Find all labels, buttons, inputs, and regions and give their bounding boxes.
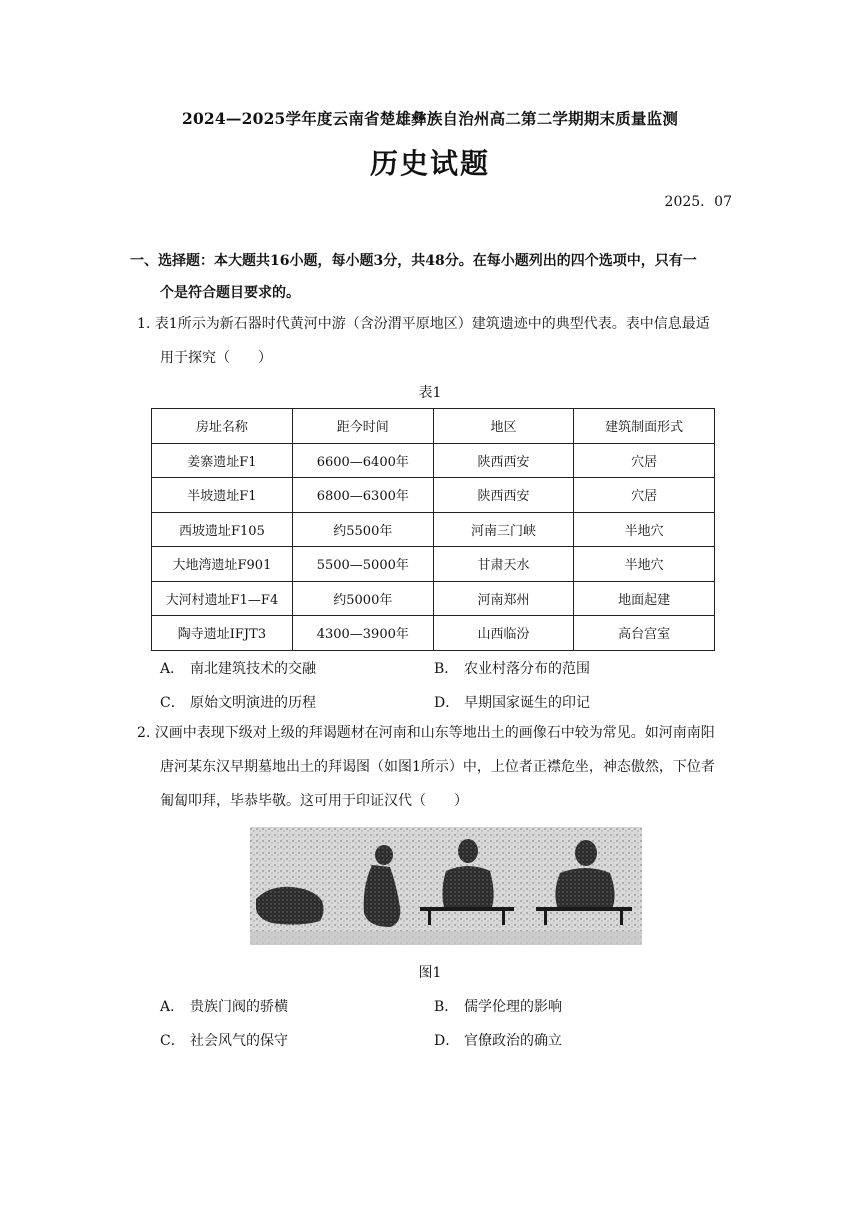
question-1-line1: 1. 表1所示为新石器时代黄河中游（含汾渭平原地区）建筑遗迹中的典型代表。表中信息最适 bbox=[137, 316, 710, 332]
option-text: 儒学伦理的影响 bbox=[464, 999, 562, 1015]
q1-option-d[interactable] bbox=[434, 692, 590, 712]
q2-option-c[interactable] bbox=[160, 1030, 288, 1050]
table-cell: 陕西西安 bbox=[433, 443, 574, 478]
option-text: 原始文明演进的历程 bbox=[190, 695, 316, 711]
option-letter: A． bbox=[160, 661, 185, 677]
table-cell: 陶寺遗址IFJT3 bbox=[152, 616, 293, 651]
option-letter: D． bbox=[434, 695, 460, 711]
q1-option-a[interactable] bbox=[160, 658, 316, 678]
section-heading-line2: 个是符合题目要求的。 bbox=[160, 285, 300, 301]
table-cell: 姜寨遗址F1 bbox=[152, 443, 293, 478]
option-letter: A． bbox=[160, 999, 185, 1015]
option-text: 贵族门阀的骄横 bbox=[190, 999, 288, 1015]
stone-relief-image bbox=[250, 827, 642, 945]
table-row bbox=[152, 616, 715, 651]
option-letter: B． bbox=[434, 661, 459, 677]
table-cell: 半坡遗址F1 bbox=[152, 478, 293, 513]
table-row bbox=[152, 443, 715, 478]
exam-date: 2025．07 bbox=[664, 194, 732, 210]
table-cell: 河南郑州 bbox=[433, 581, 574, 616]
table-cell: 约5500年 bbox=[292, 512, 433, 547]
option-letter: D． bbox=[434, 1033, 460, 1049]
option-letter: B． bbox=[434, 999, 459, 1015]
option-text: 官僚政治的确立 bbox=[464, 1033, 562, 1049]
question-2-line3: 匍匐叩拜，毕恭毕敬。这可用于印证汉代（ ） bbox=[160, 793, 468, 809]
table-header: 房址名称 bbox=[152, 409, 293, 444]
question-1-stem bbox=[137, 307, 737, 375]
q1-option-b[interactable] bbox=[434, 658, 590, 678]
q2-option-b[interactable] bbox=[434, 996, 562, 1016]
table-cell: 甘肃天水 bbox=[433, 547, 574, 582]
table-row bbox=[152, 478, 715, 513]
table-cell: 高台宫室 bbox=[574, 616, 715, 651]
subject-title: 历史试题 bbox=[369, 147, 490, 180]
table-cell: 穴居 bbox=[574, 443, 715, 478]
table-cell: 5500—5000年 bbox=[292, 547, 433, 582]
question-2-line2: 唐河某东汉早期墓地出土的拜谒图（如图1所示）中，上位者正襟危坐，神态傲然，下位者 bbox=[160, 759, 715, 775]
q2-option-d[interactable] bbox=[434, 1030, 562, 1050]
option-text: 农业村落分布的范围 bbox=[464, 661, 590, 677]
table-header: 地区 bbox=[433, 409, 574, 444]
table-cell: 约5000年 bbox=[292, 581, 433, 616]
table-cell: 半地穴 bbox=[574, 512, 715, 547]
table-row bbox=[152, 512, 715, 547]
question-2-stem bbox=[137, 716, 737, 818]
table-cell: 陕西西安 bbox=[433, 478, 574, 513]
table-row bbox=[152, 581, 715, 616]
q2-option-a[interactable] bbox=[160, 996, 288, 1016]
data-table bbox=[151, 408, 715, 651]
option-text: 南北建筑技术的交融 bbox=[190, 661, 316, 677]
section-heading-line1: 一、选择题：本大题共16小题，每小题3分，共48分。在每小题列出的四个选项中，只有一 bbox=[130, 253, 697, 269]
table-cell: 西坡遗址F105 bbox=[152, 512, 293, 547]
table-cell: 穴居 bbox=[574, 478, 715, 513]
q1-option-c[interactable] bbox=[160, 692, 316, 712]
question-2-line1: 2. 汉画中表现下级对上级的拜谒题材在河南和山东等地出土的画像石中较为常见。如河南南阳 bbox=[137, 725, 715, 741]
option-letter: C． bbox=[160, 1033, 185, 1049]
table-cell: 地面起建 bbox=[574, 581, 715, 616]
table-header-row bbox=[152, 409, 715, 444]
table-caption: 表1 bbox=[418, 385, 442, 401]
table-cell: 河南三门峡 bbox=[433, 512, 574, 547]
table-cell: 6800—6300年 bbox=[292, 478, 433, 513]
table-cell: 6600—6400年 bbox=[292, 443, 433, 478]
table-cell: 大地湾遗址F901 bbox=[152, 547, 293, 582]
section-heading bbox=[130, 245, 730, 309]
table-header: 建筑制面形式 bbox=[574, 409, 715, 444]
option-text: 社会风气的保守 bbox=[190, 1033, 288, 1049]
table-row bbox=[152, 547, 715, 582]
table-cell: 半地穴 bbox=[574, 547, 715, 582]
figure-caption: 图1 bbox=[418, 965, 442, 981]
option-letter: C． bbox=[160, 695, 185, 711]
exam-title: 2024—2025学年度云南省楚雄彝族自治州高二第二学期期末质量监测 bbox=[181, 109, 679, 128]
table-cell: 4300—3900年 bbox=[292, 616, 433, 651]
table-header: 距今时间 bbox=[292, 409, 433, 444]
question-1-line2: 用于探究（ ） bbox=[160, 350, 272, 366]
table-cell: 山西临汾 bbox=[433, 616, 574, 651]
option-text: 早期国家诞生的印记 bbox=[464, 695, 590, 711]
table-cell: 大河村遗址F1—F4 bbox=[152, 581, 293, 616]
